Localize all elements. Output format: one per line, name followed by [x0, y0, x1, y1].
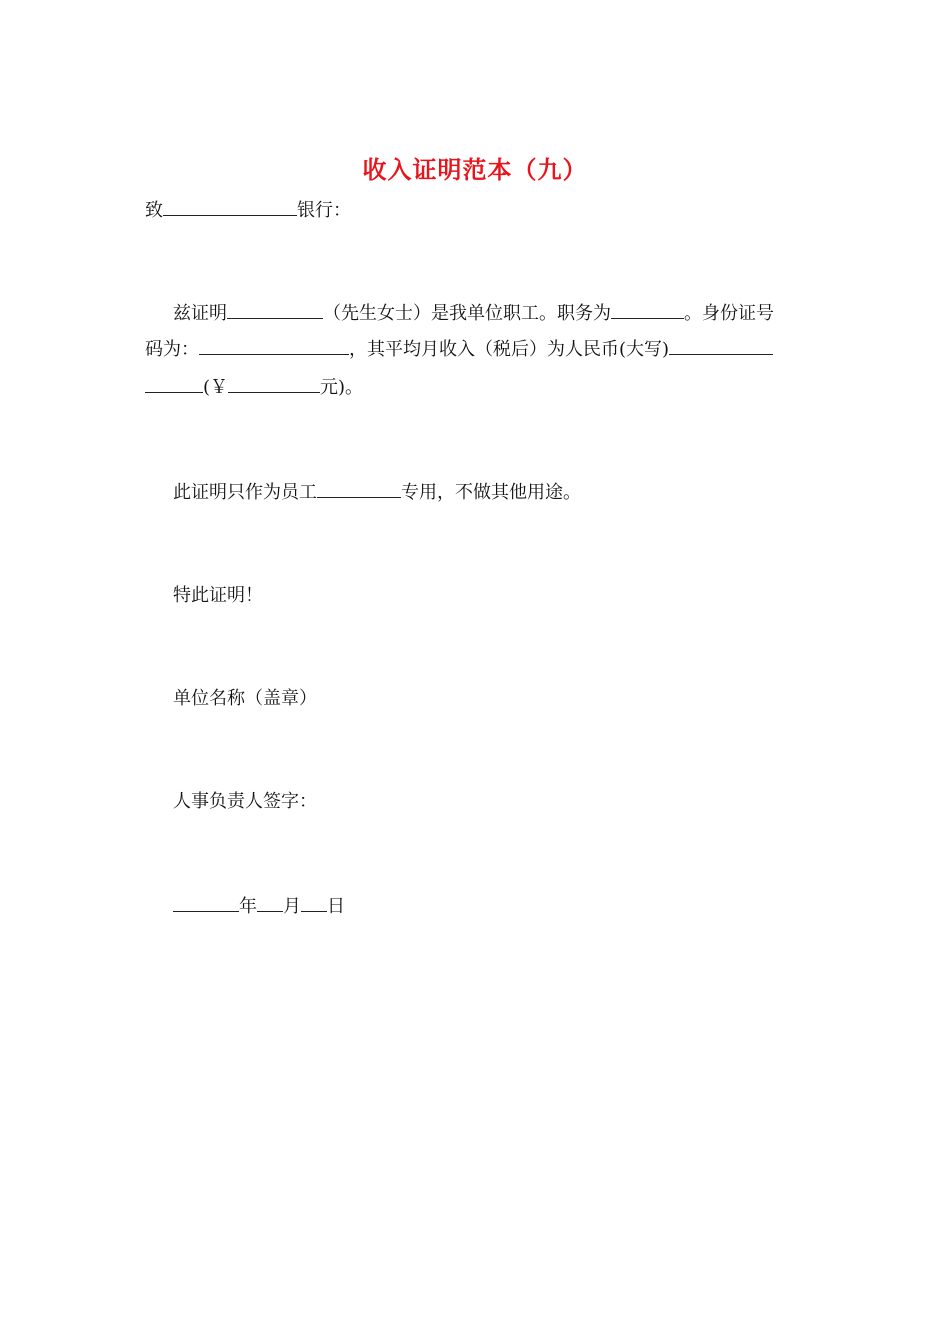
id-number-label-cont: 码为：	[145, 339, 199, 360]
yuan-text: 元)。	[320, 377, 364, 398]
income-amount-blank[interactable]	[228, 374, 320, 393]
employee-status-text: （先生女士）是我单位职工。职务为	[323, 303, 611, 324]
income-text: ，其平均月收入（税后）为人民币(大写)	[349, 339, 670, 360]
salutation-line	[145, 193, 810, 229]
position-blank[interactable]	[611, 300, 684, 319]
usage-suffix: 专用，不做其他用途。	[401, 482, 581, 503]
paragraph1-line1	[173, 296, 838, 332]
income-words-blank-cont[interactable]	[145, 374, 203, 393]
income-words-blank[interactable]	[669, 336, 773, 355]
closing-statement: 特此证明！	[173, 585, 263, 606]
usage-prefix: 此证明只作为员工	[173, 482, 317, 503]
hr-signature-label: 人事负责人签字：	[173, 791, 317, 812]
usage-blank[interactable]	[317, 479, 401, 498]
year-label: 年	[239, 896, 257, 917]
salutation-suffix: 银行：	[297, 200, 351, 221]
day-label: 日	[327, 896, 345, 917]
day-blank[interactable]	[301, 893, 327, 912]
bank-name-blank[interactable]	[163, 197, 297, 216]
yuan-symbol-text: (￥	[203, 377, 229, 398]
certify-text: 兹证明	[173, 303, 227, 324]
paragraph1-line2	[145, 332, 810, 368]
employee-name-blank[interactable]	[227, 300, 323, 319]
company-name-label: 单位名称（盖章）	[173, 688, 317, 709]
paragraph1-line3	[145, 370, 810, 406]
year-blank[interactable]	[173, 893, 239, 912]
paragraph2	[173, 475, 838, 511]
document-title: 收入证明范本（九）	[362, 155, 588, 184]
salutation-prefix: 致	[145, 200, 163, 221]
month-label: 月	[283, 896, 301, 917]
date-line	[173, 889, 838, 925]
id-number-label: 。身份证号	[684, 303, 774, 324]
id-number-blank[interactable]	[199, 336, 349, 355]
month-blank[interactable]	[257, 893, 283, 912]
